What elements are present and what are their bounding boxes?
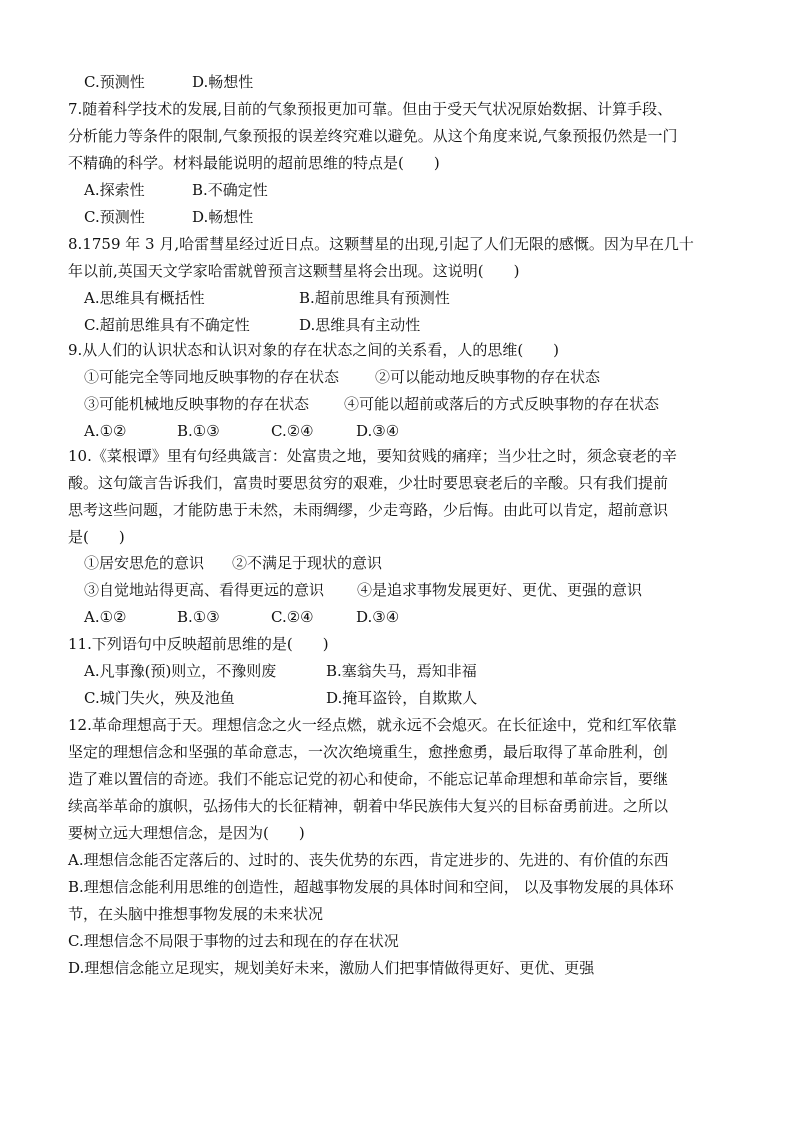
q12-option-a: A.理想信念能否定落后的、过时的、丧失优势的东西，肯定进步的、先进的、有价值的东西 (68, 851, 669, 869)
q10-statement-3: ③自觉地站得更高、看得更远的意识 (84, 581, 325, 599)
q8-option-d: D.思维具有主动性 (299, 316, 421, 334)
q9-option-b: B.①③ (177, 422, 220, 440)
q9-option-c: C.②④ (271, 422, 314, 440)
q9-statement-row-2 (84, 394, 660, 414)
q9-stem: 9.从人们的认识状态和认识对象的存在状态之间的关系看，人的思维( ) (68, 341, 560, 359)
q10-statement-1: ①居安思危的意识 (84, 554, 205, 572)
q11-option-d: D.掩耳盗铃，自欺欺人 (326, 689, 478, 707)
q8-option-a: A.思维具有概括性 (84, 289, 205, 307)
q7-option-b: B.不确定性 (192, 181, 268, 199)
q7-option-row-1 (84, 180, 268, 200)
q8-option-row-2 (84, 315, 421, 335)
option-row (84, 72, 254, 92)
q12-stem-line-3: 造了难以置信的奇迹。我们不能忘记党的初心和使命，不能忘记革命理想和革命宗旨，要继 (68, 770, 669, 788)
q7-option-d: D.畅想性 (192, 208, 254, 226)
option-c: C.预测性 (84, 73, 145, 91)
q10-statement-row-1 (84, 553, 383, 573)
q7-stem-line-3: 不精确的科学。材料最能说明的超前思维的特点是( ) (68, 154, 440, 172)
q7-option-a: A.探索性 (84, 181, 145, 199)
q12-option-d: D.理想信念能立足现实，规划美好未来，激励人们把事情做得更好、更优、更强 (68, 959, 595, 977)
q8-stem-line-1: 8.1759 年 3 月,哈雷彗星经过近日点。这颗彗星的出现,引起了人们无限的感慨。因为早在几十 (68, 235, 694, 253)
q10-stem-line-1: 10.《菜根谭》里有句经典箴言：处富贵之地，要知贫贱的痛痒；当少壮之时，须念衰老的辛 (68, 447, 677, 465)
q12-stem-line-5: 要树立远大理想信念，是因为( ) (68, 824, 305, 842)
q11-option-row-2 (84, 688, 478, 708)
q11-option-a: A.凡事豫(预)则立，不豫则废 (84, 662, 277, 680)
q12-stem-line-4: 续高举革命的旗帜，弘扬伟大的长征精神，朝着中华民族伟大复兴的目标奋勇前进。之所以 (68, 797, 669, 815)
q12-option-b-line-1: B.理想信念能利用思维的创造性，超越事物发展的具体时间和空间， 以及事物发展的具体环 (68, 878, 674, 896)
q7-stem-line-1: 7.随着科学技术的发展,目前的气象预报更加可靠。但由于受天气状况原始数据、计算手段、 (68, 100, 673, 118)
q7-option-c: C.预测性 (84, 208, 145, 226)
q12-stem-line-2: 坚定的理想信念和坚强的革命意志，一次次绝境重生，愈挫愈勇，最后取得了革命胜利，创 (68, 743, 669, 761)
q10-option-d: D.③④ (356, 608, 400, 626)
q10-statement-2: ②不满足于现状的意识 (232, 554, 383, 572)
q9-statement-2: ②可以能动地反映事物的存在状态 (375, 368, 601, 386)
q8-option-row-1 (84, 288, 450, 308)
q12-option-c: C.理想信念不局限于事物的过去和现在的存在状况 (68, 932, 399, 950)
q10-statement-4: ④是追求事物发展更好、更优、更强的意识 (357, 581, 643, 599)
q9-statement-3: ③可能机械地反映事物的存在状态 (84, 395, 310, 413)
q10-statement-row-2 (84, 580, 643, 600)
q9-statement-4: ④可能以超前或落后的方式反映事物的存在状态 (344, 395, 660, 413)
q7-stem-line-2: 分析能力等条件的限制,气象预报的误差终究难以避免。从这个角度来说,气象预报仍然是一门 (68, 127, 678, 145)
q12-stem-line-1: 12.革命理想高于天。理想信念之火一经点燃，就永远不会熄灭。在长征途中，党和红军依靠 (68, 716, 677, 734)
q10-option-a: A.①② (84, 608, 127, 626)
q9-option-row (84, 421, 400, 441)
q8-stem-line-2: 年以前,英国天文学家哈雷就曾预言这颗彗星将会出现。这说明( ) (68, 262, 520, 280)
q9-statement-1: ①可能完全等同地反映事物的存在状态 (84, 368, 340, 386)
q12-option-b-line-2: 节，在头脑中推想事物发展的未来状况 (68, 905, 324, 923)
q10-stem-line-4: 是( ) (68, 528, 125, 546)
q10-stem-line-3: 思考这些问题，才能防患于未然，未雨绸缪，少走弯路，少后悔。由此可以肯定，超前意识 (68, 501, 669, 519)
q10-option-row (84, 607, 400, 627)
option-d: D.畅想性 (192, 73, 254, 91)
q10-option-c: C.②④ (271, 608, 314, 626)
q10-option-b: B.①③ (177, 608, 220, 626)
q9-statement-row-1 (84, 367, 601, 387)
q9-option-d: D.③④ (356, 422, 400, 440)
q7-option-row-2 (84, 207, 254, 227)
q11-option-c: C.城门失火，殃及池鱼 (84, 689, 235, 707)
q9-option-a: A.①② (84, 422, 127, 440)
q8-option-c: C.超前思维具有不确定性 (84, 316, 250, 334)
q11-stem: 11.下列语句中反映超前思维的是( ) (68, 635, 329, 653)
q11-option-row-1 (84, 661, 477, 681)
q11-option-b: B.塞翁失马，焉知非福 (326, 662, 477, 680)
q8-option-b: B.超前思维具有预测性 (299, 289, 450, 307)
q10-stem-line-2: 酸。这句箴言告诉我们，富贵时要思贫穷的艰难，少壮时要思衰老后的辛酸。只有我们提前 (68, 474, 669, 492)
